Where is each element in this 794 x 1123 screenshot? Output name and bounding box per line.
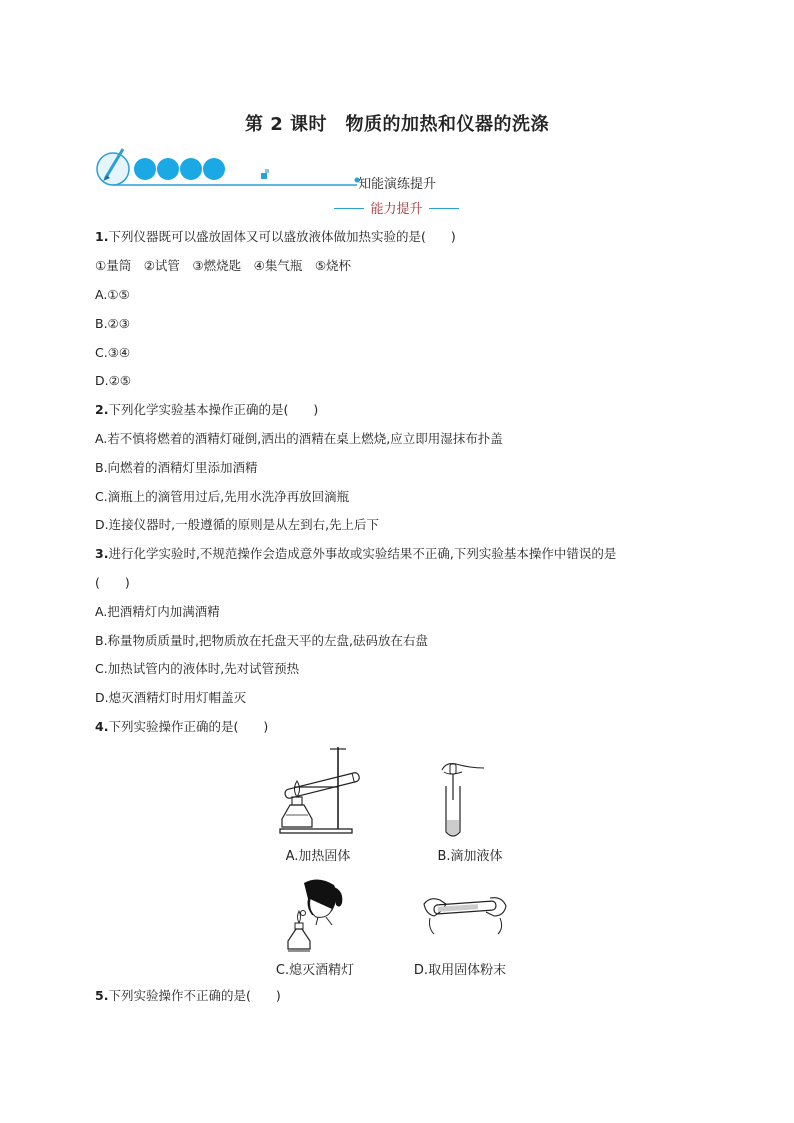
page-title: 第 2 课时 物质的加热和仪器的洗涤 xyxy=(244,114,550,135)
question-1-items: ①量筒 ②试管 ③燃烧匙 ④集气瓶 ⑤烧杯 xyxy=(95,258,352,273)
sub-heading xyxy=(334,198,459,218)
banner-text: 知能演练提升 xyxy=(358,177,437,192)
figure-caption-b: B.滴加液体 xyxy=(437,849,503,864)
option-c: C.③④ xyxy=(95,345,131,360)
figure-heating-solid xyxy=(268,745,378,837)
option-a: A.①⑤ xyxy=(95,287,130,302)
figure-extinguishing-lamp xyxy=(278,877,350,955)
sub-heading-text: 能力提升 xyxy=(370,202,423,217)
figure-caption-a: A.加热固体 xyxy=(285,849,351,864)
option-b: B.向燃着的酒精灯里添加酒精 xyxy=(95,460,258,475)
question-5-stem: 5.下列实验操作不正确的是( ) xyxy=(95,988,281,1003)
figure-caption-c: C.熄灭酒精灯 xyxy=(275,963,355,978)
option-c: C.加热试管内的液体时,先对试管预热 xyxy=(95,661,300,676)
option-d: D.熄灭酒精灯时用灯帽盖灭 xyxy=(95,690,247,705)
option-a: A.把酒精灯内加满酒精 xyxy=(95,604,220,619)
option-b: B.②③ xyxy=(95,316,130,331)
figure-dropping-liquid xyxy=(428,760,488,840)
option-d: D.连接仪器时,一般遵循的原则是从左到右,先上后下 xyxy=(95,517,380,532)
option-c: C.滴瓶上的滴管用过后,先用水洗净再放回滴瓶 xyxy=(95,489,350,504)
option-a: A.若不慎将燃着的酒精灯碰倒,洒出的酒精在桌上燃烧,应立即用湿抹布扑盖 xyxy=(95,431,503,446)
question-2-stem: 2.下列化学实验基本操作正确的是( ) xyxy=(95,402,319,417)
question-3-stem-cont: ( ) xyxy=(95,575,130,590)
option-b: B.称量物质质量时,把物质放在托盘天平的左盘,砝码放在右盘 xyxy=(95,633,428,648)
figure-taking-powder xyxy=(420,890,510,940)
divider xyxy=(429,208,459,209)
figure-caption-d: D.取用固体粉末 xyxy=(413,963,507,978)
question-4-stem: 4.下列实验操作正确的是( ) xyxy=(95,719,269,734)
option-d: D.②⑤ xyxy=(95,373,132,388)
question-3-stem: 3.进行化学实验时,不规范操作会造成意外事故或实验结果不正确,下列实验基本操作中错误的是 xyxy=(95,546,617,561)
question-1-stem: 1.下列仪器既可以盛放固体又可以盛放液体做加热实验的是( ) xyxy=(95,229,456,244)
